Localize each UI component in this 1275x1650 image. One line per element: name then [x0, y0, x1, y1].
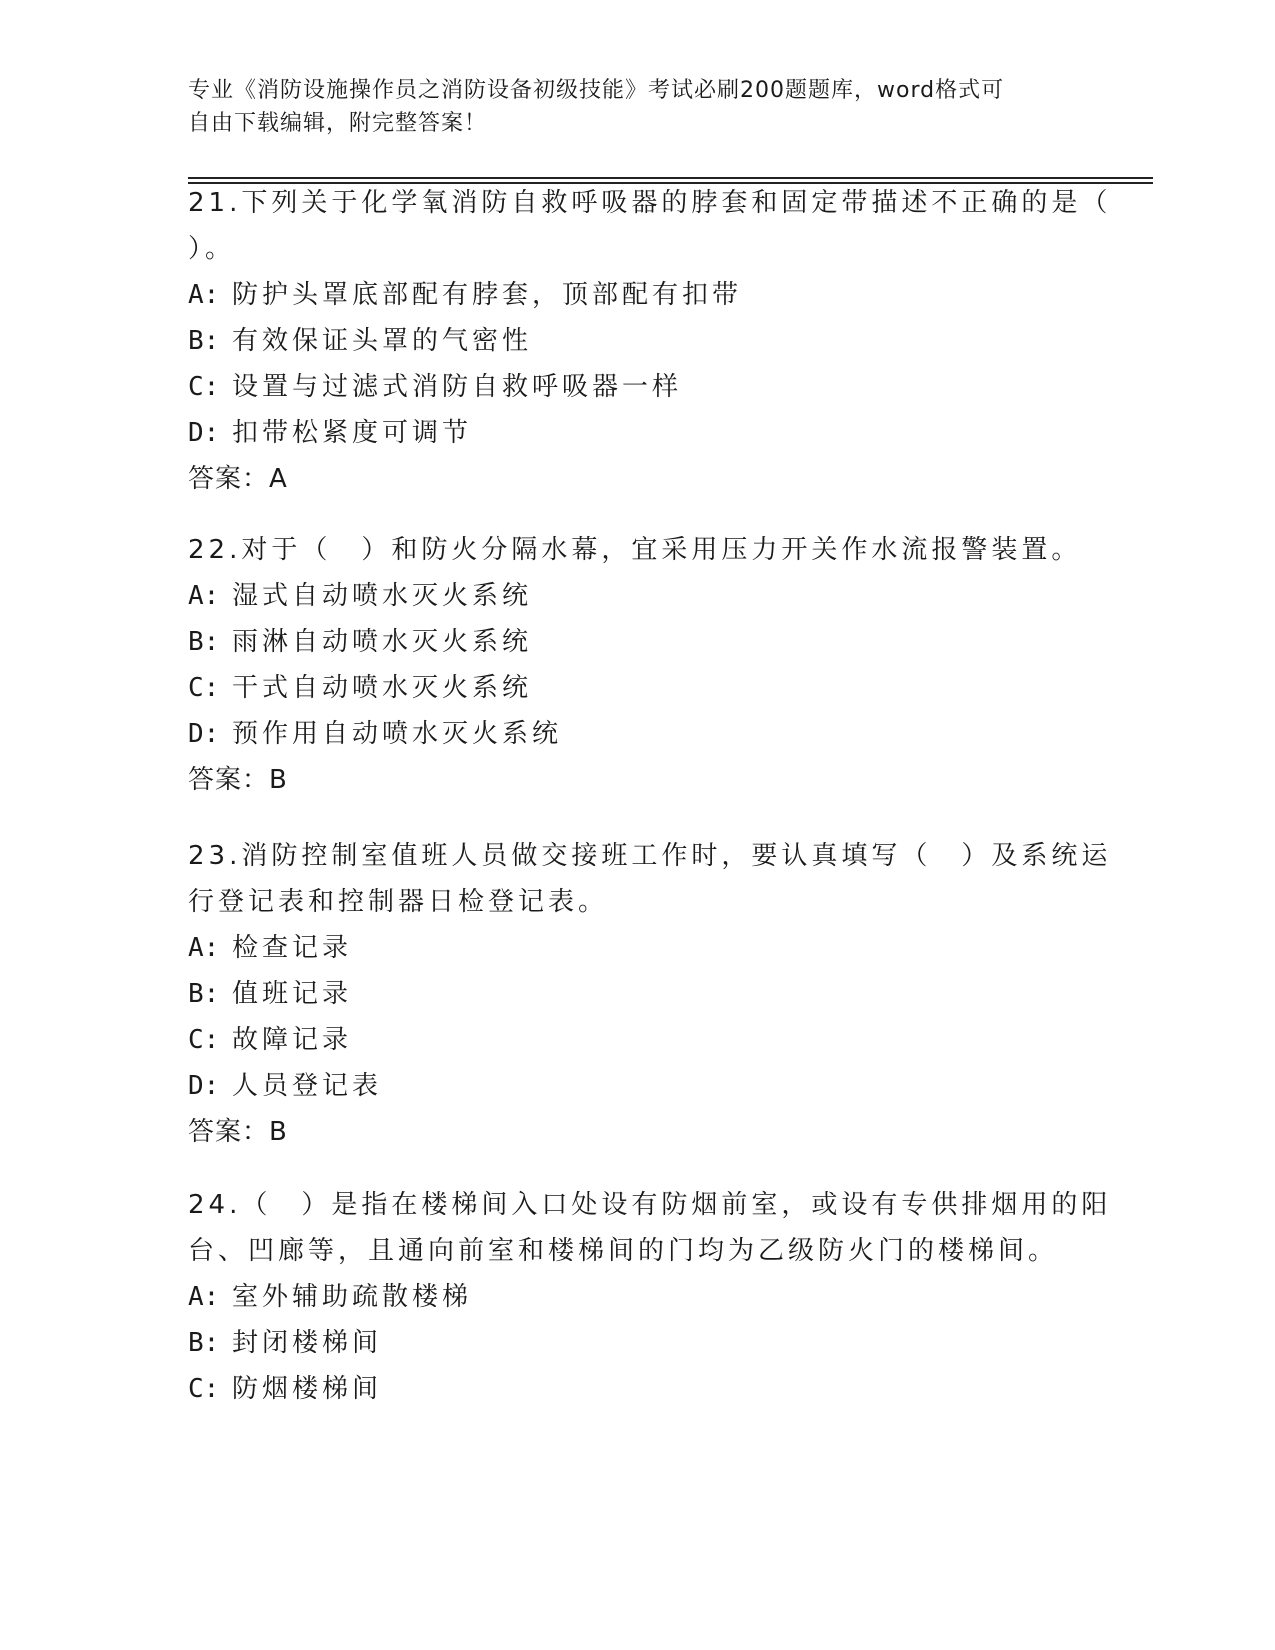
option-letter: B: — [188, 979, 220, 1009]
answer-value: B — [269, 1117, 288, 1147]
option-letter: A: — [188, 581, 220, 611]
question-23 — [188, 833, 1112, 1155]
header-line-1: 专业《消防设施操作员之消防设备初级技能》考试必刷200题题库，word格式可 — [188, 78, 1005, 103]
option-c — [188, 364, 1088, 410]
option-letter: C: — [188, 673, 220, 703]
option-d — [188, 1063, 1088, 1109]
question-24 — [188, 1182, 1112, 1412]
option-text: 预作用自动喷水灭火系统 — [232, 719, 563, 749]
option-text: 雨淋自动喷水灭火系统 — [232, 627, 533, 657]
option-letter: B: — [188, 627, 220, 657]
option-text: 扣带松紧度可调节 — [232, 418, 473, 448]
answer-value: A — [269, 464, 288, 494]
answer-line — [188, 1109, 1088, 1155]
header-divider-top — [188, 177, 1153, 179]
option-b — [188, 318, 1088, 364]
option-letter: C: — [188, 1374, 220, 1404]
option-letter: D: — [188, 418, 220, 448]
question-21 — [188, 180, 1112, 502]
option-letter: A: — [188, 933, 220, 963]
answer-value: B — [269, 765, 288, 795]
answer-line — [188, 456, 1088, 502]
stem-line: 行登记表和控制器日检登记表。 — [188, 887, 609, 917]
option-text: 故障记录 — [232, 1025, 353, 1055]
question-stem — [188, 833, 1112, 925]
option-a — [188, 573, 1088, 619]
stem-line: ）。 — [188, 234, 236, 264]
answer-line — [188, 757, 1088, 803]
stem-line: 21.下列关于化学氧消防自救呼吸器的脖套和固定带描述不正确的是（ — [188, 188, 1112, 218]
stem-line: 22.对于（ ）和防火分隔水幕，宜采用压力开关作水流报警装置。 — [188, 535, 1082, 565]
stem-line: 台、凹廊等，且通向前室和楼梯间的门均为乙级防火门的楼梯间。 — [188, 1236, 1059, 1266]
option-text: 设置与过滤式消防自救呼吸器一样 — [232, 372, 683, 402]
header-line-2: 自由下载编辑，附完整答案！ — [188, 111, 488, 136]
option-letter: B: — [188, 326, 220, 356]
option-b — [188, 619, 1088, 665]
answer-label: 答案： — [188, 1117, 270, 1147]
option-text: 封闭楼梯间 — [232, 1328, 383, 1358]
option-d — [188, 711, 1088, 757]
option-d — [188, 410, 1088, 456]
option-letter: A: — [188, 280, 220, 310]
option-text: 室外辅助疏散楼梯 — [232, 1282, 473, 1312]
option-text: 湿式自动喷水灭火系统 — [232, 581, 533, 611]
option-a — [188, 1274, 1088, 1320]
document-header — [188, 74, 1068, 140]
option-b — [188, 971, 1088, 1017]
option-a — [188, 925, 1088, 971]
option-text: 干式自动喷水灭火系统 — [232, 673, 533, 703]
option-text: 防护头罩底部配有脖套，顶部配有扣带 — [232, 280, 743, 310]
option-text: 检查记录 — [232, 933, 353, 963]
option-c — [188, 1017, 1088, 1063]
question-stem — [188, 180, 1112, 272]
option-text: 值班记录 — [232, 979, 353, 1009]
option-letter: D: — [188, 1071, 220, 1101]
option-letter: D: — [188, 719, 220, 749]
option-letter: B: — [188, 1328, 220, 1358]
question-22 — [188, 527, 1088, 803]
stem-line: 23.消防控制室值班人员做交接班工作时，要认真填写（ ）及系统运 — [188, 841, 1112, 871]
option-text: 人员登记表 — [232, 1071, 383, 1101]
option-text: 防烟楼梯间 — [232, 1374, 383, 1404]
answer-label: 答案： — [188, 464, 270, 494]
option-a — [188, 272, 1088, 318]
question-stem — [188, 527, 1088, 573]
option-letter: C: — [188, 1025, 220, 1055]
option-letter: A: — [188, 1282, 220, 1312]
option-c — [188, 1366, 1088, 1412]
stem-line: 24.（ ）是指在楼梯间入口处设有防烟前室，或设有专供排烟用的阳 — [188, 1190, 1112, 1220]
answer-label: 答案： — [188, 765, 270, 795]
question-stem — [188, 1182, 1112, 1274]
option-b — [188, 1320, 1088, 1366]
option-c — [188, 665, 1088, 711]
option-letter: C: — [188, 372, 220, 402]
option-text: 有效保证头罩的气密性 — [232, 326, 533, 356]
